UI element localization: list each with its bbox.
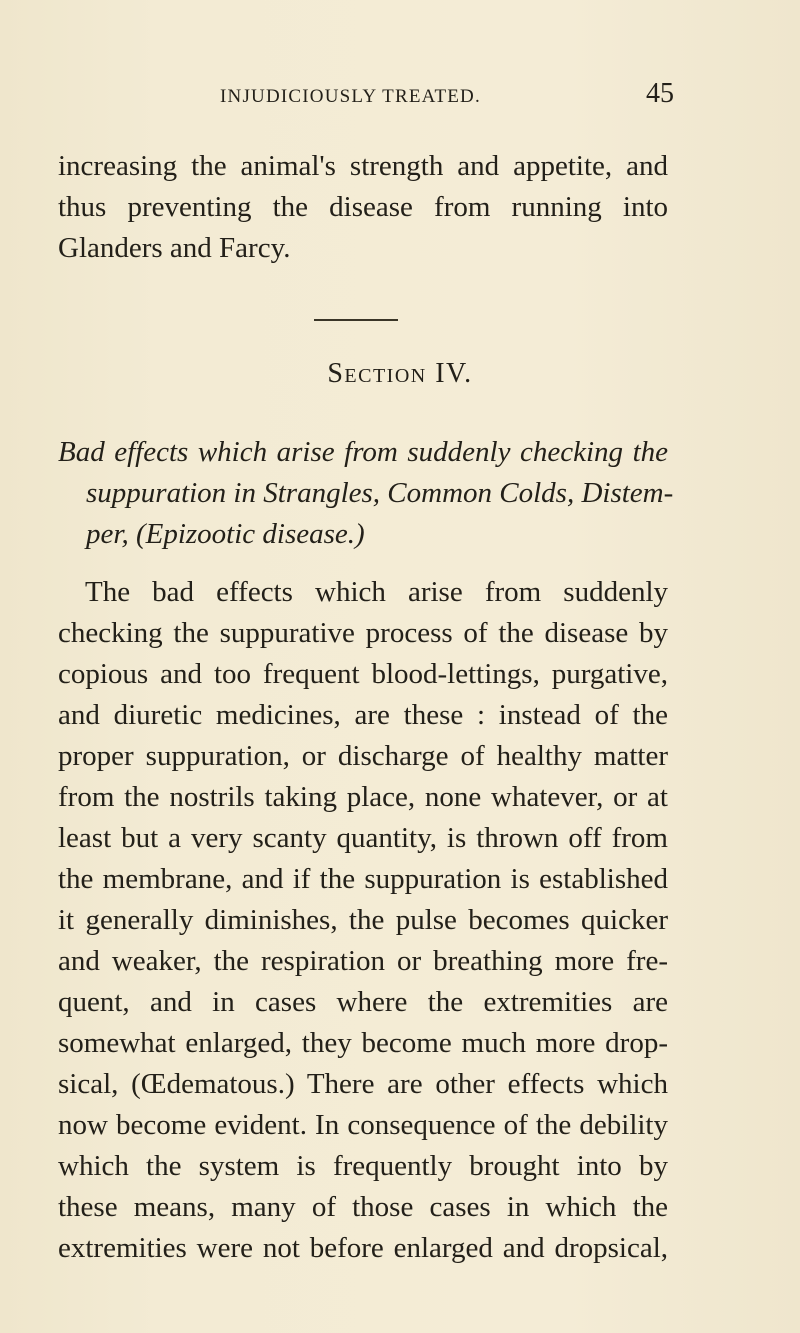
text-line: the membrane, and if the suppuration is established [58, 863, 668, 895]
text-line: now become evident. In consequence of the debility [58, 1109, 668, 1141]
body-paragraph [58, 572, 668, 1269]
text-line: The bad effects which arise from suddenly [85, 576, 668, 608]
text-line: checking the suppurative process of the disease by [58, 617, 668, 649]
running-header: INJUDICIOUSLY TREATED. [220, 86, 481, 107]
text-line: copious and too frequent blood-lettings, purgative, [58, 658, 668, 690]
text-line: proper suppuration, or discharge of healthy matter [58, 740, 668, 772]
text-line: quent, and in cases where the extremities are [58, 986, 668, 1018]
text-line: and weaker, the respiration or breathing more fre- [58, 945, 668, 977]
text-line: increasing the animal's strength and appetite, and [58, 150, 668, 182]
text-line: somewhat enlarged, they become much more drop- [58, 1027, 668, 1059]
section-divider [314, 319, 398, 321]
text-line: which the system is frequently brought into by [58, 1150, 668, 1182]
text-line: from the nostrils taking place, none whatever, or at [58, 781, 668, 813]
intro-paragraph [58, 146, 668, 269]
text-line: extremities were not before enlarged and dropsical, [58, 1232, 668, 1264]
text-line: sical, (Œdematous.) There are other effects which [58, 1068, 668, 1100]
heading-line: Bad effects which arise from suddenly checking the [58, 436, 668, 468]
heading-line: per, (Epizootic disease.) [86, 518, 365, 550]
heading-line: suppuration in Strangles, Common Colds, Distem- [86, 477, 674, 509]
section-title: Section IV. [327, 358, 473, 389]
text-line: and diuretic medicines, are these : instead of the [58, 699, 668, 731]
text-line: these means, many of those cases in which the [58, 1191, 668, 1223]
text-line: least but a very scanty quantity, is thrown off from [58, 822, 668, 854]
section-heading [58, 432, 674, 555]
page-number: 45 [646, 78, 674, 109]
text-line: thus preventing the disease from running into [58, 191, 668, 223]
text-line: it generally diminishes, the pulse becomes quicker [58, 904, 668, 936]
text-line: Glanders and Farcy. [58, 232, 291, 264]
